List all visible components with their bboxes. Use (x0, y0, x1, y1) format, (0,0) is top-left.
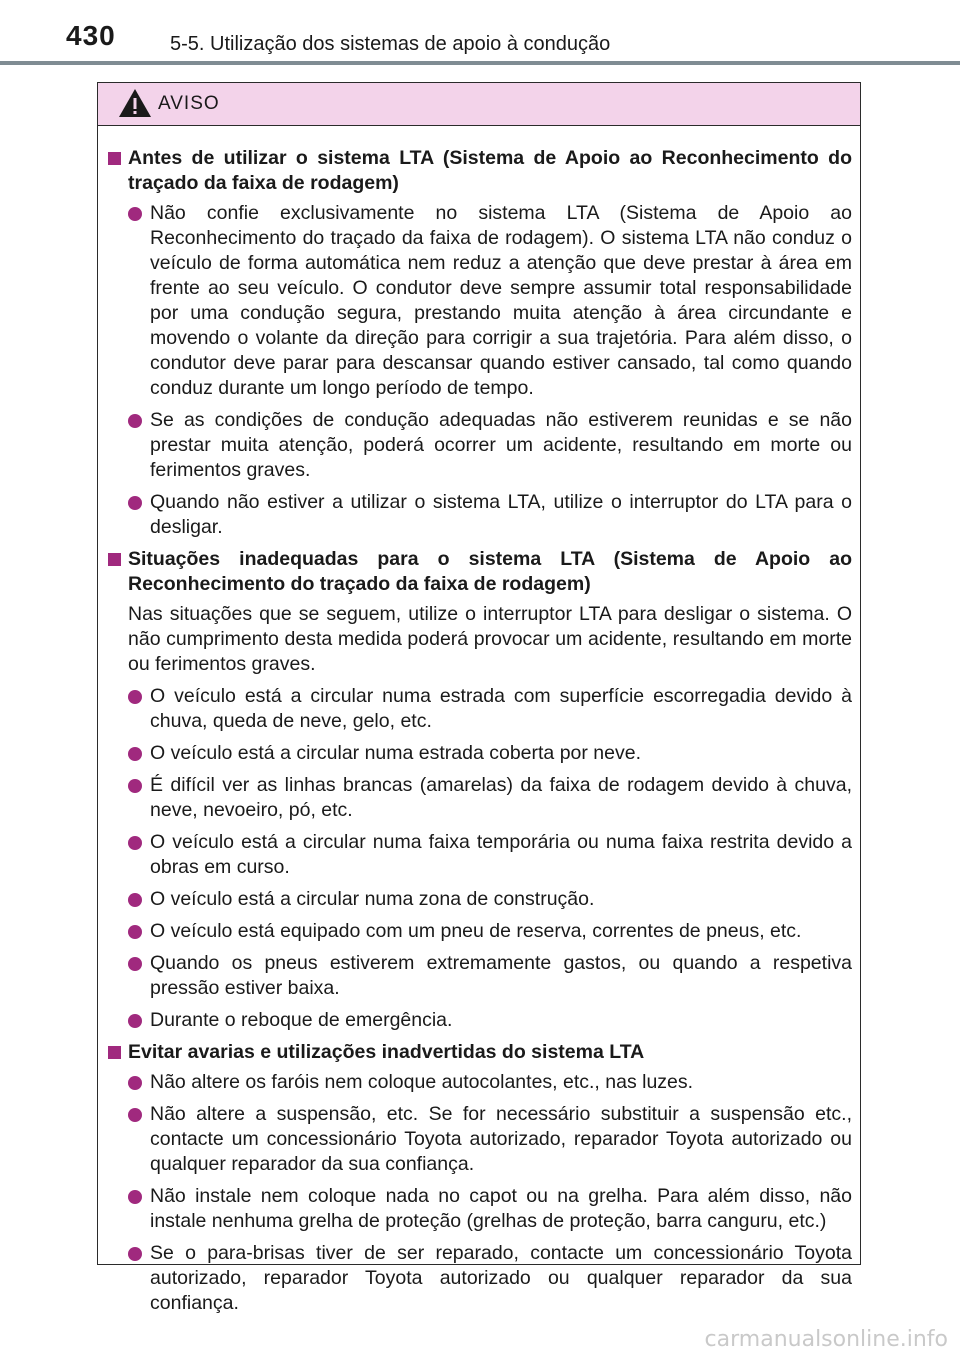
list-item-text: Não altere os faróis nem coloque autocolantes, etc., nas luzes. (150, 1071, 694, 1093)
dot-bullet-icon (128, 414, 142, 428)
list-item (106, 741, 852, 766)
section-heading-text: Antes de utilizar o sistema LTA (Sistema de Apoio ao Reconhecimento do traçado da faixa de rodagem) (128, 147, 852, 194)
list-item (106, 408, 852, 483)
list-item (106, 951, 852, 1001)
list-item-text: O veículo está a circular numa faixa temporária ou numa faixa restrita devido a obras em curso. (150, 831, 852, 878)
list-item (106, 1241, 852, 1316)
list-item-text: Não instale nem coloque nada no capot ou na grelha. Para além disso, não instale nenhuma grelha de proteção (grelhas de proteção, barra canguru, etc.) (150, 1185, 852, 1232)
list-item (106, 490, 852, 540)
section-heading-text: Situações inadequadas para o sistema LTA (Sistema de Apoio ao Reconhecimento do traçado da faixa de rodagem) (128, 548, 852, 595)
section-heading-text: Evitar avarias e utilizações inadvertidas do sistema LTA (128, 1041, 645, 1063)
list-item-text: Não altere a suspensão, etc. Se for necessário substituir a suspensão etc., contacte um concessionário Toyota autorizado, reparador Toyota autorizado ou qualquer reparador da sua confiança. (150, 1103, 852, 1175)
dot-bullet-icon (128, 1108, 142, 1122)
dot-bullet-icon (128, 1014, 142, 1028)
list-item-text: O veículo está equipado com um pneu de reserva, correntes de pneus, etc. (150, 920, 802, 942)
page-header (0, 0, 960, 64)
dot-bullet-icon (128, 957, 142, 971)
list-item-text: O veículo está a circular numa estrada coberta por neve. (150, 742, 642, 764)
header-divider (0, 61, 960, 65)
list-item-text: Se o para-brisas tiver de ser reparado, contacte um concessionário Toyota autorizado, reparador Toyota autorizado ou qualquer reparador da sua confiança. (150, 1242, 852, 1314)
list-item-text: Não confie exclusivamente no sistema LTA (Sistema de Apoio ao Reconhecimento do traçado da faixa de rodagem). O sistema LTA não conduz o veículo de forma automática nem reduz a atenção que deve prestar à área em frente ao seu veículo. O condutor deve sempre assumir total responsabilidade por uma condução segura, prestando muita atenção à área circundante e movendo o volante da direção para corrigir a sua trajetória. Para além disso, o condutor deve parar para descansar quando estiver cansado, tal como quando conduz durante um longo período de tempo. (150, 202, 852, 399)
warning-title: AVISO (158, 93, 220, 114)
list-item-text: Durante o reboque de emergência. (150, 1009, 453, 1031)
list-item-text: Se as condições de condução adequadas não estiverem reunidas e se não prestar muita atenção, poderá ocorrer um acidente, resultando em morte ou ferimentos graves. (150, 409, 852, 481)
section-heading (106, 547, 852, 597)
dot-bullet-icon (128, 496, 142, 510)
list-item-text: É difícil ver as linhas brancas (amarelas) da faixa de rodagem devido à chuva, neve, nevoeiro, pó, etc. (150, 774, 852, 821)
list-item-text: O veículo está a circular numa estrada com superfície escorregadia devido à chuva, queda de neve, gelo, etc. (150, 685, 852, 732)
dot-bullet-icon (128, 207, 142, 221)
square-bullet-icon (108, 1046, 121, 1059)
dot-bullet-icon (128, 893, 142, 907)
list-item (106, 887, 852, 912)
dot-bullet-icon (128, 1076, 142, 1090)
warning-box (97, 82, 861, 1314)
dot-bullet-icon (128, 747, 142, 761)
list-item (106, 1008, 852, 1033)
warning-section (106, 1040, 852, 1316)
warning-section (106, 146, 852, 540)
section-title: 5-5. Utilização dos sistemas de apoio à condução (170, 33, 611, 55)
section-intro: Nas situações que se seguem, utilize o interruptor LTA para desligar o sistema. O não cumprimento desta medida poderá provocar um acidente, resultando em morte ou ferimentos graves. (128, 603, 852, 675)
list-item (106, 1102, 852, 1177)
list-item (106, 684, 852, 734)
dot-bullet-icon (128, 779, 142, 793)
square-bullet-icon (108, 152, 121, 165)
list-item (106, 830, 852, 880)
dot-bullet-icon (128, 690, 142, 704)
warning-header (98, 83, 860, 126)
dot-bullet-icon (128, 1190, 142, 1204)
square-bullet-icon (108, 553, 121, 566)
dot-bullet-icon (128, 836, 142, 850)
list-item-text: Quando não estiver a utilizar o sistema LTA, utilize o interruptor do LTA para o desligar. (150, 491, 852, 538)
dot-bullet-icon (128, 1247, 142, 1261)
list-item (106, 773, 852, 823)
warning-section (106, 547, 852, 1033)
page-number: 430 (66, 20, 116, 51)
warning-body (98, 126, 860, 1316)
list-item-text: Quando os pneus estiverem extremamente gastos, ou quando a respetiva pressão estiver baixa. (150, 952, 852, 999)
section-heading (106, 1040, 852, 1065)
list-item (106, 201, 852, 401)
section-heading (106, 146, 852, 196)
dot-bullet-icon (128, 925, 142, 939)
list-item (106, 1184, 852, 1234)
list-item-text: O veículo está a circular numa zona de construção. (150, 888, 595, 910)
watermark: carmanualsonline.info (704, 1327, 948, 1352)
list-item (106, 1070, 852, 1095)
list-item (106, 919, 852, 944)
warning-triangle-icon (118, 88, 152, 118)
